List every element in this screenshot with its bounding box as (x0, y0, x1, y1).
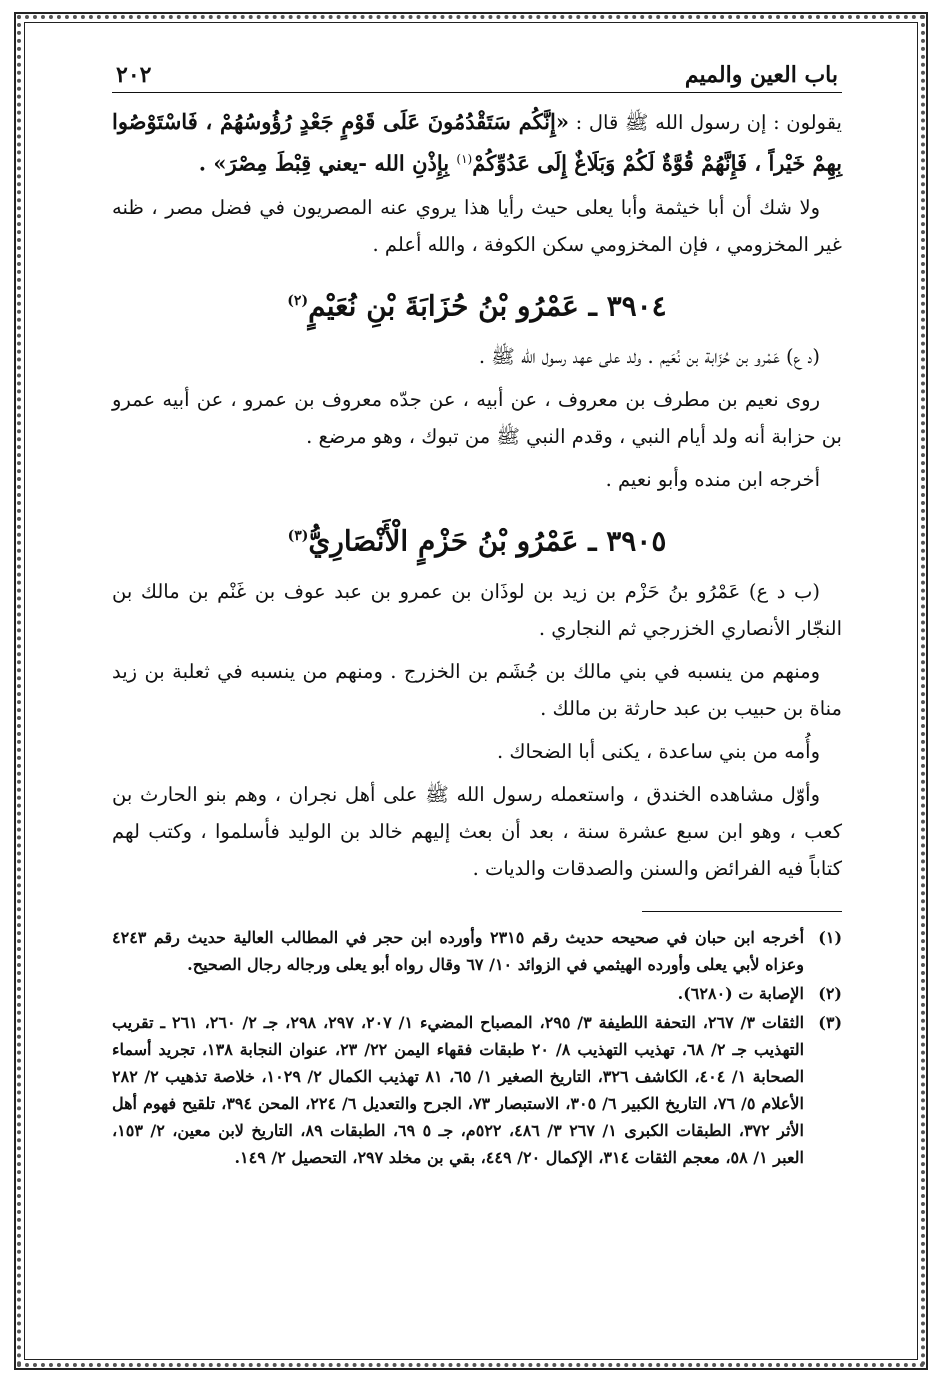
footnote-text: أخرجه ابن حبان في صحيحه حديث رقم ٢٣١٥ وأورده ابن حجر في المطالب العالية حديث رقم ٤٢٤٣ وعزاه لأبي يعلى وأورده الهيثمي في الزوائد ١٠/ ٦٧ وقال رواه أبو يعلى ورجاله رجال الصحيح. (112, 928, 805, 975)
entry-heading-3905 (112, 512, 842, 565)
footnote-text: الإصابة ت (٦٢٨٠). (677, 984, 804, 1004)
paragraph-comment: ولا شك أن أبا خيثمة وأبا يعلى حيث رأيا هذا يروي عنه المصريون في فضل مصر ، ظنه غير المخزومي ، فإن المخزومي سكن الكوفة ، والله أعلم . (112, 195, 842, 256)
entry-3905-mother: وأُمه من بني ساعدة ، يكنى أبا الضحاك . (496, 740, 820, 764)
footnote-1 (112, 924, 842, 978)
entry-3904-source: أخرجه ابن منده وأبو نعيم . (605, 467, 820, 491)
entry-3904-intro: (د ع) عَمْرو بن حُزَابة بن نُعَيم . ولد على عهد رسول الله ﷺ . (478, 344, 820, 368)
footnote-ref-2[interactable]: (٢) (287, 292, 309, 309)
footnote-ref-3[interactable]: (٣) (287, 527, 309, 544)
main-text (112, 103, 842, 887)
page-number: ٢٠٢ (116, 62, 152, 88)
hadith-quote: «إِنَّكُم سَتَقْدُمُونَ عَلَى قَوْمٍ جَعْدٍ رُؤُوسُهُمْ ، فَاسْتَوْصُوا بِهِمْ خَيْراً ، فَإِنَّهُمْ قُوَّةٌ لَكُمْ وَبَلَاغٌ إِلَى عَدُوِّكُمْ (112, 109, 842, 176)
footnote-number: (١) (818, 928, 843, 948)
footnote-number: (٢) (818, 984, 842, 1004)
hadith-lead: يقولون : إن رسول الله ﷺ قال : (568, 111, 842, 134)
footnote-ref-1[interactable]: (١) (456, 152, 473, 166)
page-header (112, 56, 842, 93)
entry-3904-narration: روى نعيم بن مطرف بن معروف ، عن أبيه ، عن جدّه معروف بن عمرو ، عن أبيه عمرو بن حزابة أنه ولد أيام النبي ، وقدم النبي ﷺ من تبوك ، وهو مرضع . (112, 387, 842, 448)
entry-3905-biography: وأوّل مشاهده الخندق ، واستعمله رسول الله ﷺ على أهل نجران ، وهم بنو الحارث بن كعب ، وهو ابن سبع عشرة سنة ، بعد أن بعث إليهم خالد بن الوليد فأسلموا ، وكتب لهم كتاباً فيه الفرائض والسنن والصدقات والديات . (112, 783, 842, 881)
hadith-tail: بِإِذْنِ الله -يعني قِبْطَ مِصْرَ» . (198, 150, 457, 176)
footnote-separator (642, 911, 842, 912)
footnote-2 (112, 980, 842, 1007)
running-title: باب العين والميم (684, 62, 838, 88)
entry-3905-attribution: ومنهم من ينسبه في بني مالك بن جُشَم بن الخزرج . ومنهم من ينسبه في ثعلبة بن زيد مناة بن حبيب بن عبد حارثة بن مالك . (112, 660, 842, 721)
entry-title-3904: ٣٩٠٤ ـ عَمْرُو بْنُ حُزَابَةَ بْنِ نُعَيْمٍ (308, 288, 667, 322)
entry-title-3905: ٣٩٠٥ ـ عَمْرُو بْنُ حَزْمٍ الْأَنْصَارِيُّ (308, 524, 667, 558)
footnote-number: (٣) (818, 1013, 843, 1033)
footnotes (112, 924, 842, 1171)
entry-heading-3904 (112, 277, 842, 330)
paragraph-hadith (112, 103, 842, 183)
page-content (112, 56, 842, 1346)
entry-3905-lineage: (ب د ع) عَمْرُو بنُ حَزْم بن زيد بن لوذَان بن عمرو بن عبد عوف بن غَنْم بن مالك بن النجّار الأنصاري الخزرجي ثم النجاري . (112, 580, 842, 641)
footnote-3 (112, 1009, 842, 1171)
footnote-text: الثقات ٣/ ٢٦٧، التحفة اللطيفة ٣/ ٢٩٥، المصباح المضيء ١/ ٢٠٧، ٢٩٧، ٢٩٨، جـ ٢/ ٢٦٠، ٢٦١ ـ تقريب التهذيب جـ ٢/ ٦٨، تهذيب التهذيب ٨/ ٢٠ طبقات فقهاء اليمن ٢٢/ ٢٣، عنوان النجابة ١٣٨، تجريد أسماء الصحابة ١/ ٤٠٤، الكاشف ٣٢٦، التاريخ الصغير ١/ ٦٥، ٨١ تهذيب الكمال ٢/ ١٠٢٩، خلاصة تذهيب ٢/ ٢٨٢ الأعلام ٥/ ٧٦، التاريخ الكبير ٦/ ٣٠٥، الاستبصار ٧٣، الجرح والتعديل ٦/ ٢٢٤، المحن ٣٩٤، تلقيح فهوم أهل الأثر ٣٧٢، الطبقات الكبرى ١/ ٢٦٧ ٣/ ٤٨٦، ٥٢٢م، جـ ٥ ٦٩، الطبقات ٨٩، التاريخ لابن معين، ٢/ ١٥٣، العبر ١/ ٥٨، معجم الثقات ٣١٤، الإكمال ٢٠/ ٤٤٩، بقي بن مخلد ٢٩٧، التحصيل ٢/ ١٤٩. (112, 1013, 805, 1168)
